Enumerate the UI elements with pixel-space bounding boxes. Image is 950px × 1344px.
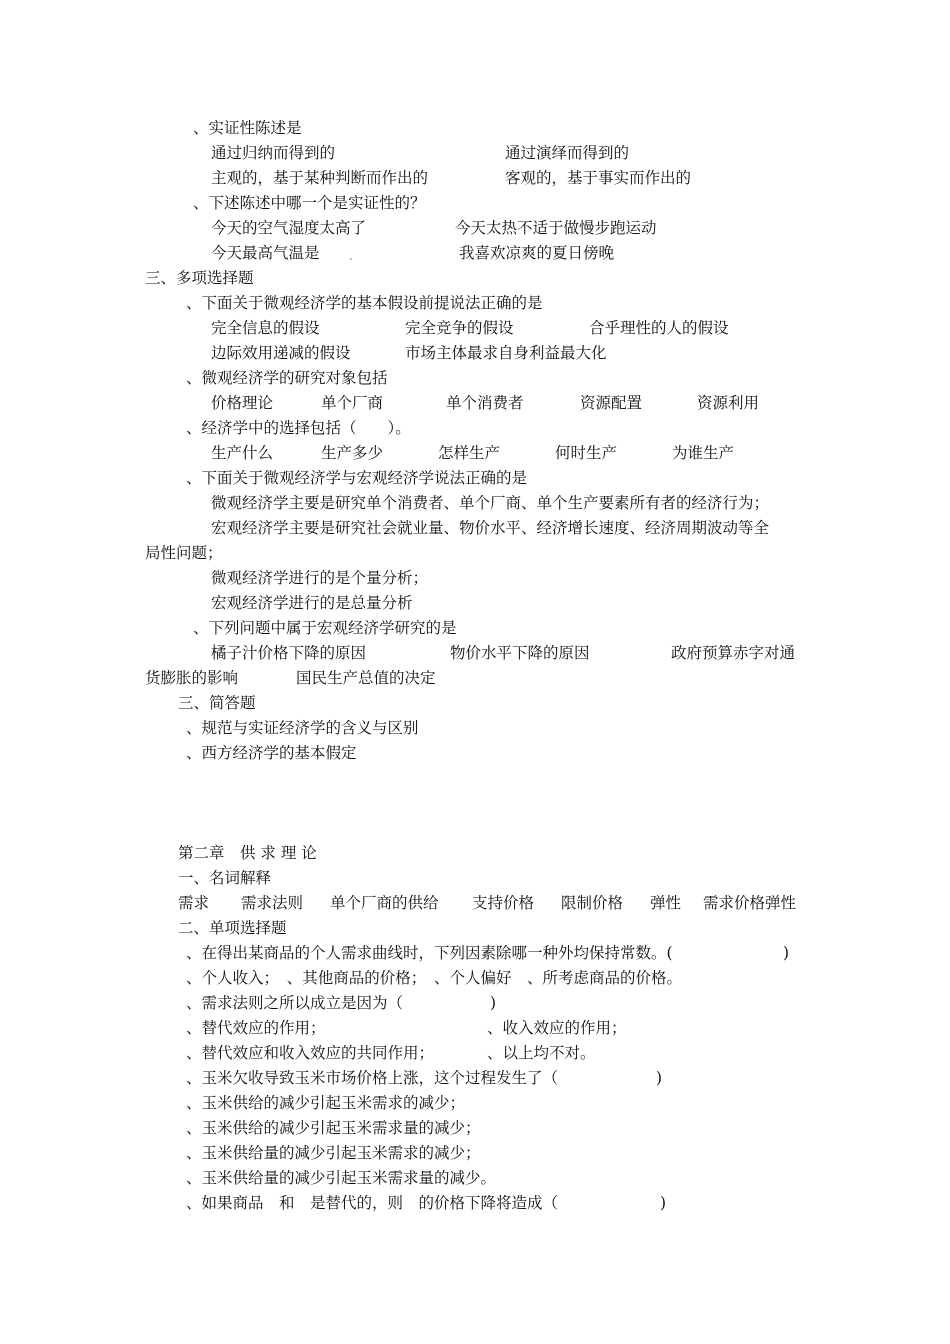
option-d: 边际效用递减的假设 [211,344,351,362]
option-d: 客观的，基于事实而作出的 [505,169,692,187]
question-substitute-goods: 、如果商品 和 是替代的，则 的价格下降将造成（ [186,1194,559,1212]
option-d: 我喜欢凉爽的夏日傍晚 [459,244,615,262]
term-item: 单个厂商的供给 [330,894,439,912]
question-positive-statement: 、实证性陈述是 [193,119,302,137]
option-a: 通过归纳而得到的 [211,144,336,162]
option-c: 单个消费者 [446,394,524,412]
option-a: 橘子汁价格下降的原因 [211,644,367,662]
answer-bracket-close: ) [660,1194,667,1212]
question-which-positive: 、下述陈述中哪一个是实证性的？ [193,194,426,212]
question-micro-assumptions: 、下面关于微观经济学的基本假设前提说法正确的是 [186,294,543,312]
answer-bracket-close: ) [656,1069,663,1087]
chapter-title: 第二章 供 求 理 论 [178,844,317,862]
option-a: 、替代效应的作用； [186,1019,326,1037]
option-b: 单个厂商 [321,394,384,412]
question-economic-choices: 、经济学中的选择包括（ ）。 [186,419,411,437]
option-b: 、玉米供给的减少引起玉米需求量的减少； [186,1119,481,1137]
section-heading-terms: 一、名词解释 [178,869,272,887]
option-b: 物价水平下降的原因 [450,644,590,662]
term-item: 支持价格 [472,894,535,912]
question-demand-curve: 、在得出某商品的个人需求曲线时，下列因素除哪一种外均保持常数。( [186,944,673,962]
option-a: 价格理论 [211,394,274,412]
option-c: 合乎理性的人的假设 [589,319,729,337]
term-item: 限制价格 [561,894,624,912]
question-micro-vs-macro: 、下面关于微观经济学与宏观经济学说法正确的是 [186,469,528,487]
short-answer-question: 、西方经济学的基本假定 [186,744,357,762]
option-b: 通过演绎而得到的 [505,144,630,162]
option-e: 市场主体最求自身利益最大化 [405,344,607,362]
option-b: 、收入效应的作用； [487,1019,627,1037]
option-b: 今天太热不适于做慢步跑运动 [455,219,657,237]
section-heading-short-answer: 三、简答题 [178,694,256,712]
question-micro-objects: 、微观经济学的研究对象包括 [186,369,388,387]
term-item: 需求价格弹性 [703,894,797,912]
option-d: 、玉米供给量的减少引起玉米需求量的减少。 [186,1169,497,1187]
option-d: 国民生产总值的决定 [296,669,436,687]
scan-artifact-dot [350,258,352,260]
section-heading-single-choice: 二、单项选择题 [178,919,287,937]
option-b: 完全竞争的假设 [405,319,514,337]
term-item: 需求法则 [241,894,304,912]
option-c: 政府预算赤字对通 [671,644,796,662]
option-c-continued: 货膨胀的影响 [145,669,239,687]
option-d: 何时生产 [555,444,618,462]
option-a: 微观经济学主要是研究单个消费者、单个厂商、单个生产要素所有者的经济行为； [211,494,770,512]
options-line: 、个人收入； 、其他商品的价格； 、个人偏好 、所考虑商品的价格。 [186,969,683,987]
option-c: 、替代效应和收入效应的共同作用； [186,1044,435,1062]
term-item: 弹性 [650,894,682,912]
option-d: 、以上均不对。 [487,1044,596,1062]
question-demand-law: 、需求法则之所以成立是因为（ [186,994,404,1012]
option-a: 今天的空气湿度太高了 [211,219,367,237]
option-b: 生产多少 [321,444,384,462]
term-item: 需求 [178,894,210,912]
option-c: 今天最高气温是 [211,244,320,262]
option-d: 宏观经济学进行的是总量分析 [211,594,413,612]
option-c: 怎样生产 [438,444,501,462]
section-heading-multi-choice: 三、多项选择题 [145,269,254,287]
option-c: 微观经济学进行的是个量分析； [211,569,429,587]
option-a: 、玉米供给的减少引起玉米需求的减少； [186,1094,466,1112]
option-e: 资源利用 [697,394,760,412]
option-a: 完全信息的假设 [211,319,320,337]
option-c: 、玉米供给量的减少引起玉米需求的减少； [186,1144,481,1162]
option-b: 宏观经济学主要是研究社会就业量、物价水平、经济增长速度、经济周期波动等全 [211,519,770,537]
answer-bracket-close: ) [490,994,497,1012]
option-a: 生产什么 [211,444,274,462]
question-macro-topics: 、下列问题中属于宏观经济学研究的是 [193,619,457,637]
option-b-continued: 局性问题； [145,544,223,562]
short-answer-question: 、规范与实证经济学的含义与区别 [186,719,419,737]
option-d: 资源配置 [580,394,643,412]
option-c: 主观的，基于某种判断而作出的 [211,169,429,187]
answer-bracket-close: ) [783,944,790,962]
question-corn-harvest: 、玉米欠收导致玉米市场价格上涨，这个过程发生了（ [186,1069,559,1087]
option-e: 为谁生产 [672,444,735,462]
